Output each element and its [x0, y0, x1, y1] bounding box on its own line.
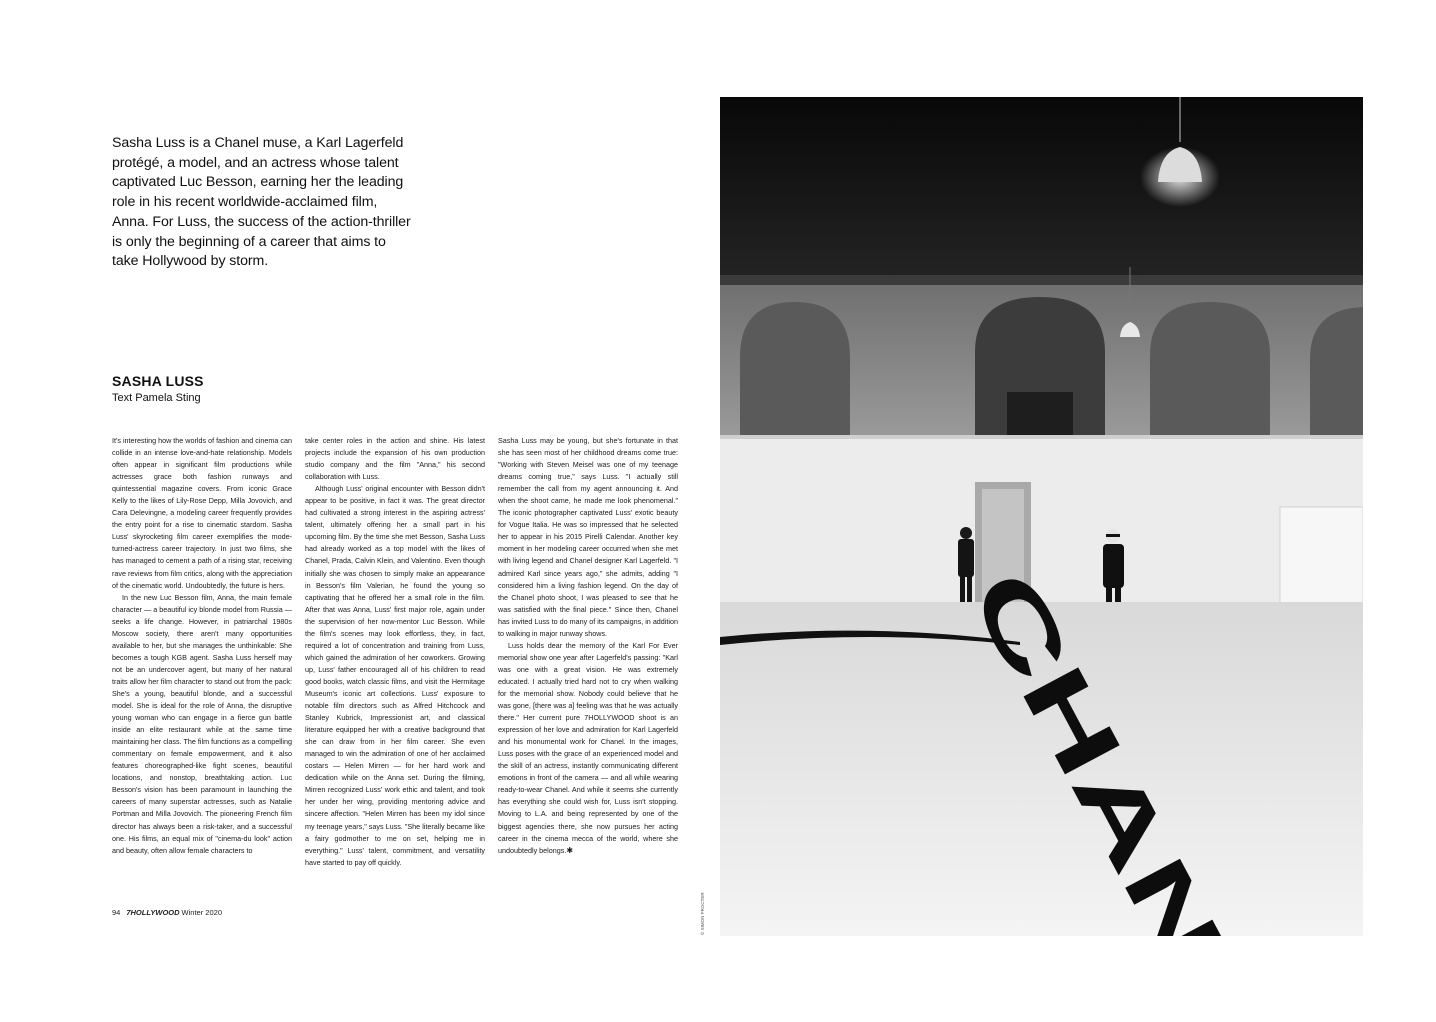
photo-credit-text: © SIMON PROCTER — [700, 892, 705, 935]
body-paragraph: take center roles in the action and shine. His latest projects include the expansion of his own production studio company and the film "Anna," his second collaboration with Luss. — [305, 436, 485, 482]
arch-3 — [1150, 302, 1270, 437]
body-paragraph: It's interesting how the worlds of fashion and cinema can collide in an intense love-and-hate relationship. Models often appear in significant film productions while actresses grace both fashion runways and quintessential magazine covers. From iconic Grace Kelly to the likes of Lily-Rose Depp, Milla Jovovich, and Cara Delevingne, a modeling career frequently provides the entry point for a rise to cinematic stardom. Sasha Luss' skyrocketing film career exemplifies the mode-turned-actress career trajectory. In just two films, she has managed to cement a path of a rising star, receiving rave reviews from film critics, along with the appreciation of the cinematic world. Undoubtedly, the future is hers. — [112, 436, 292, 590]
editorial-photo-svg — [720, 97, 1363, 936]
body-column-3 — [498, 435, 678, 857]
body-paragraph — [498, 640, 678, 857]
side-panel — [1280, 507, 1363, 607]
article-headline: SASHA LUSS — [112, 373, 204, 389]
lede-paragraph: Sasha Luss is a Chanel muse, a Karl Lagerfeld protégé, a model, and an actress whose talent captivated Luc Besson, earning her the leading role in his recent worldwide-acclaimed film, Anna. For Luss, the success of the action-thriller is only the beginning of a career that aims to take Hollywood by storm. — [112, 135, 411, 270]
ceiling — [720, 97, 1363, 297]
body-paragraph: In the new Luc Besson film, Anna, the main female character — a beautiful icy blonde model from Russia — seeks a life change. However, in patriarchal 1980s Moscow society, there aren't many opportunities available to her, but she manages the unthinkable: She becomes a tough KGB agent. Sasha Luss herself may not be an undercover agent, but many of her natural traits allow her film character to stand out from the pack: She's a young, beautiful blonde, and a successful model. She is ideal for the role of Anna, the disruptive young woman who can engage in a fierce gun battle inside an elite restaurant while at the same time maintaining her class. The film functions as a compelling commentary on female empowerment, and it also features choreographed-like fight scenes, beautiful locations, and nonstop, breathtaking action. Luc Besson's vision has been paramount in launching the careers of many superstar actresses, such as Natalie Portman and Milla Jovovich. The pioneering French film director has always been a risk-taker, and a successful one. His films, an equal mix of "cinema-du look" action and beauty, often allow female characters to — [112, 592, 292, 855]
byline: Text Pamela Sting — [112, 392, 201, 404]
wall-beam — [720, 275, 1363, 285]
partition-top-edge — [720, 435, 1363, 439]
photo-credit — [700, 892, 708, 935]
magazine-brand: 7HOLLYWOOD — [126, 908, 180, 917]
doorway-dark — [1007, 392, 1073, 437]
issue-label: Winter 2020 — [181, 908, 222, 917]
arch-1 — [740, 302, 850, 437]
body-paragraph-text: Luss holds dear the memory of the Karl For Ever memorial show one year after Lagerfeld's passing: "Karl was one with a great vision. He was extremely educated. I actually tried hard not to cry when walking for the memorial show. Nobody could believe that he was gone, [there was a] feeling was that he was actually there." Her current pure 7HOLLYWOOD shoot is an expression of her love and admiration for Karl Lagerfeld and his monumental work for Chanel. In the images, Luss poses with the grace of an experienced model and the skill of an actress, instantly communicating different emotions in front of the camera — and all while wearing ready-to-wear Chanel. And while it seems she currently has everything she could wish for, Luss isn't stopping. Moving to L.A. and being represented by one of the biggest agencies there, she now pursues her acting career in the cinema mecca of the world, where she undoubtedly belongs. — [498, 640, 678, 855]
body-paragraph: Although Luss' original encounter with Besson didn't appear to be positive, in fact it was. The great director had cultivated a strong interest in the aspiring actress' talent, ultimately offering her a small part in his upcoming film. By the time she met Besson, Sasha Luss had already worked as a top model with the likes of Chanel, Prada, Calvin Klein, and Valentino. Even though initially she was chosen to simply make an appearance in Besson's film Valerian, he found the young so captivating that he offered her a small role in the film. After that was Anna, Luss' first major role, again under the supervision of her now-mentor Luc Besson. While the film's scenes may look effortless, they, in fact, required a lot of concentration and training from Luss, which gained the admiration of her coworkers. Growing up, Luss' father encouraged all of his children to read good books, watch classic films, and visit the Hermitage Museum's iconic art collections. Luss' exposure to notable film directors such as Alfred Hitchcock and Stanley Kubrick, Impressionist art, and classical literature equipped her with a creative background that she can draw from in her film career. She even managed to win the admiration of one of her acclaimed costars — Helen Mirren — for her hard work and dedication while on the Anna set. During the filming, Mirren recognized Luss' work ethic and talent, and took her under her wing, providing mentoring advice and sincere affection. "Helen Mirren has been my idol since my teenage years," says Luss. "She literally became like a fairy godmother to me on set, helping me in everything." Luss' talent, commitment, and versatility have started to pay off quickly. — [305, 484, 485, 867]
body-paragraph: Sasha Luss may be young, but she's fortunate in that she has seen most of her childhood dreams come true: "Working with Steven Meisel was one of my teenage dreams coming true," says Luss. "I actually still remember the call from my agent announcing it. And when the shoot came, he made me look phenomenal." The iconic photographer captivated Luss' exotic beauty for Vogue Italia. He was so impressed that he selected her to appear in his 2015 Pirelli Calendar. Another key moment in her modeling career occurred when she met with living legend and Chanel designer Karl Lagerfeld. "I admired Karl since years ago," she admits, adding "I considered him a living fashion legend. On the day of the Chanel photo shoot, I was pleased to see that he was satisfied with the final piece." Since then, Chanel has invited Luss to do many of its campaigns, in addition to walking in major runway shows. — [498, 436, 678, 638]
body-column-2 — [305, 435, 485, 869]
end-mark-icon: ✱ — [566, 845, 574, 855]
editorial-photo — [720, 97, 1363, 936]
page-number: 94 — [112, 908, 121, 917]
body-column-1 — [112, 435, 292, 857]
page-footer — [112, 908, 222, 917]
